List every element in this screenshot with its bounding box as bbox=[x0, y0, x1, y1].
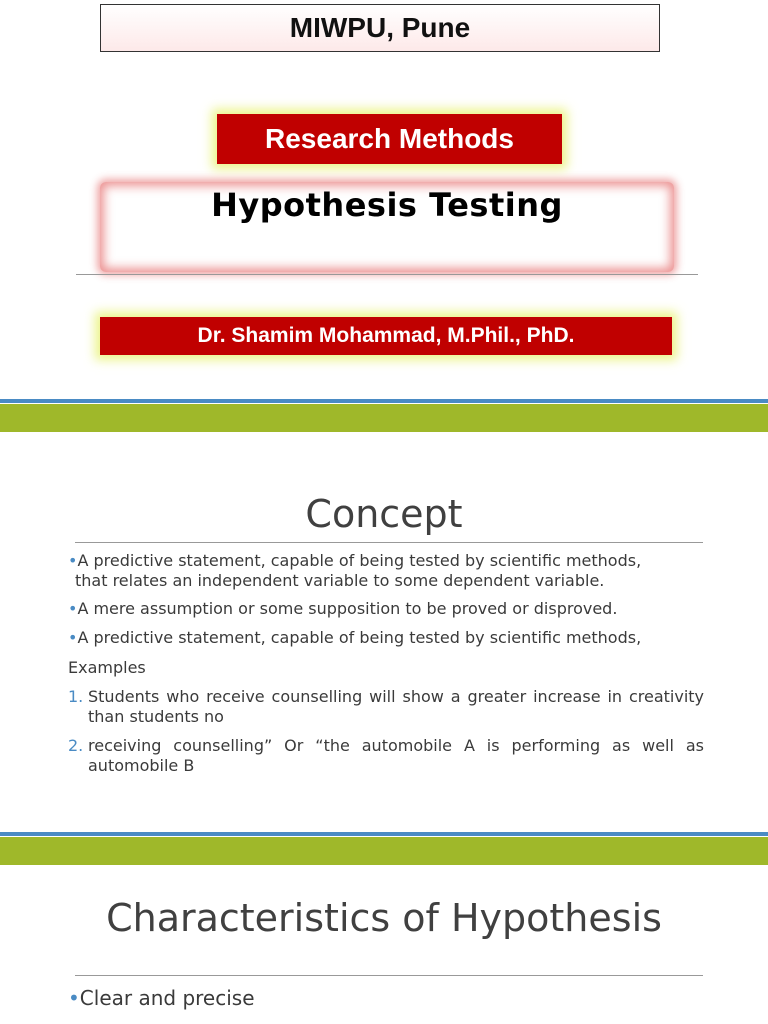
bullet-icon: • bbox=[68, 551, 78, 570]
concept-divider bbox=[75, 542, 703, 543]
characteristics-heading: Characteristics of Hypothesis bbox=[106, 896, 662, 940]
slide-separator-top-line bbox=[0, 399, 768, 403]
bullet-text: A mere assumption or some supposition to be proved or disproved. bbox=[77, 599, 618, 618]
title-divider bbox=[76, 274, 698, 275]
organization-banner bbox=[100, 4, 660, 52]
author-name: Dr. Shamim Mohammad, M.Phil., PhD. bbox=[197, 324, 575, 347]
course-name: Research Methods bbox=[265, 123, 514, 154]
example-item-2 bbox=[68, 736, 704, 775]
bullet-icon: • bbox=[68, 986, 80, 1010]
slide-separator-band bbox=[0, 837, 768, 865]
presentation-title: Hypothesis Testing bbox=[211, 186, 563, 224]
bullet-text: A predictive statement, capable of being tested by scientific methods, bbox=[77, 551, 642, 570]
bullet-text: A predictive statement, capable of being tested by scientific methods, bbox=[77, 628, 642, 647]
examples-label: Examples bbox=[68, 658, 146, 677]
characteristics-bullet-1 bbox=[68, 986, 255, 1010]
slide-separator-band bbox=[0, 404, 768, 432]
concept-bullet-2 bbox=[68, 599, 704, 619]
bullet-text-continued: that relates an independent variable to some dependent variable. bbox=[75, 570, 605, 590]
course-banner bbox=[217, 114, 562, 164]
list-text: receiving counselling” Or “the automobile A is performing as well as automobile B bbox=[88, 736, 704, 775]
slide-separator-top-line bbox=[0, 832, 768, 836]
concept-bullet-1 bbox=[68, 551, 704, 590]
list-number: 2. bbox=[68, 736, 84, 755]
organization-name: MIWPU, Pune bbox=[289, 12, 471, 43]
list-text: Students who receive counselling will show a greater increase in creativity than students no bbox=[88, 687, 704, 726]
author-banner bbox=[100, 317, 672, 355]
example-item-1 bbox=[68, 687, 704, 726]
concept-bullet-3 bbox=[68, 628, 704, 648]
characteristics-divider bbox=[75, 975, 703, 976]
list-number: 1. bbox=[68, 687, 84, 706]
bullet-icon: • bbox=[68, 599, 78, 618]
concept-heading: Concept bbox=[305, 492, 463, 536]
bullet-icon: • bbox=[68, 628, 78, 647]
bullet-text: Clear and precise bbox=[79, 986, 255, 1010]
